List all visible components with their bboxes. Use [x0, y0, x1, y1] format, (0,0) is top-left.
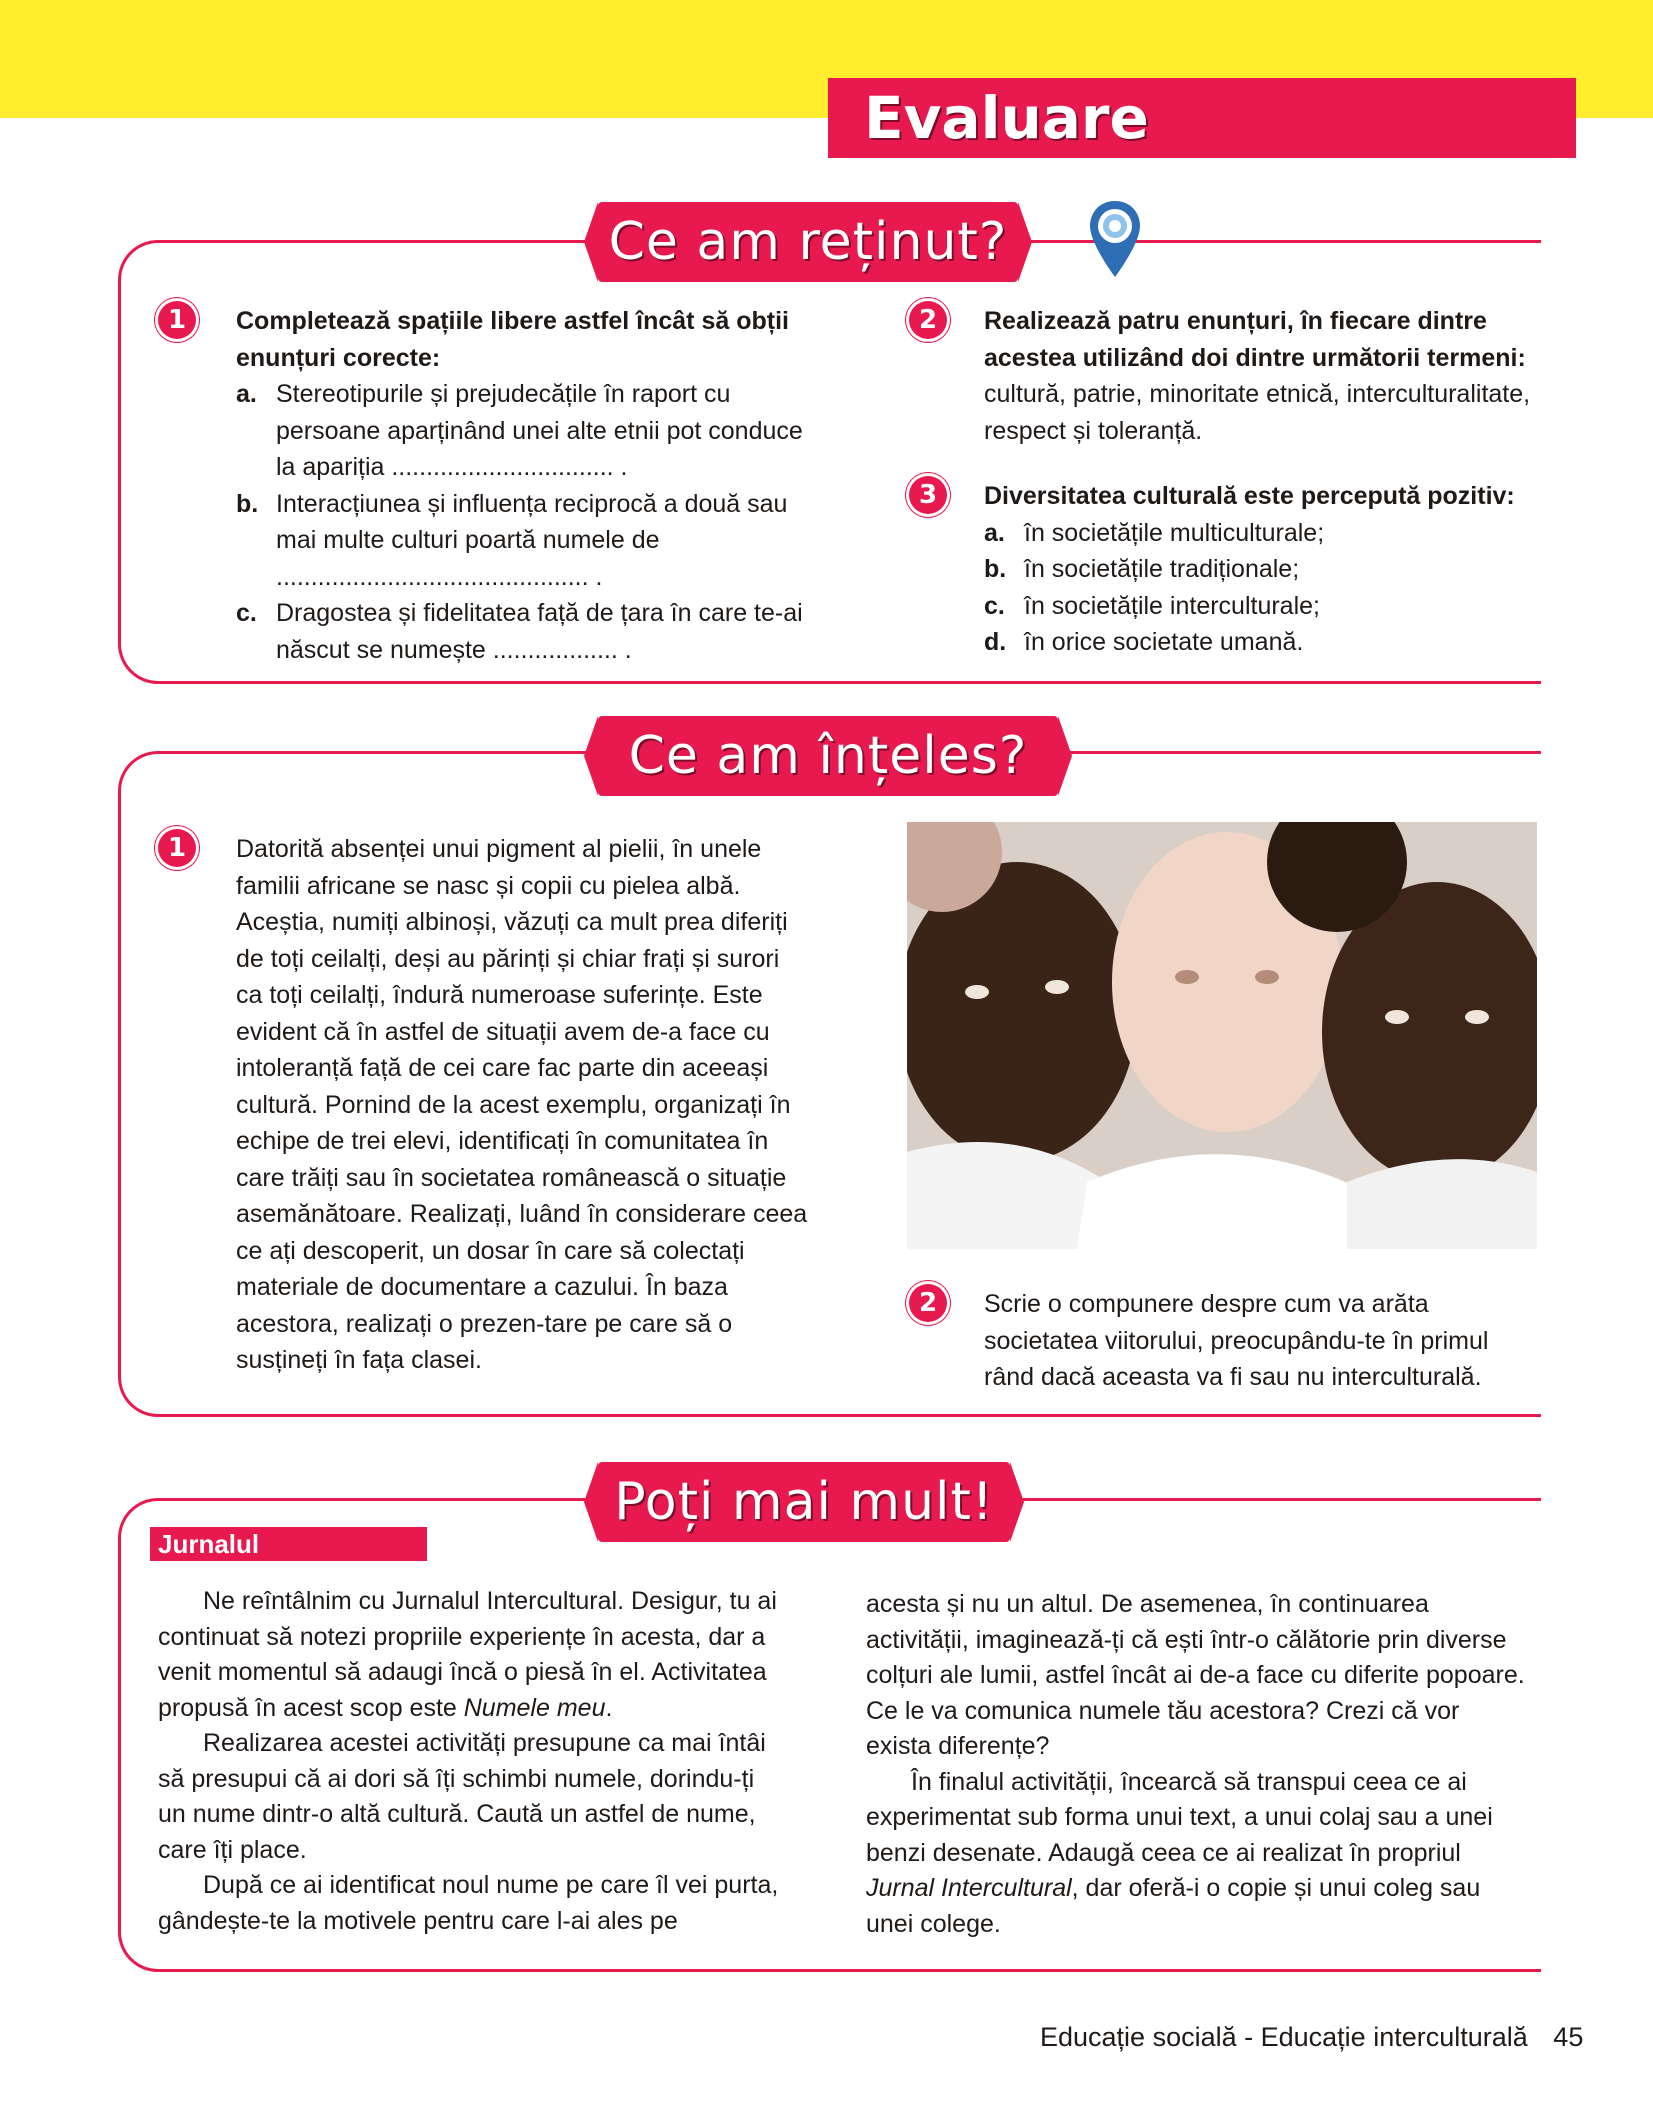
exercise-prompt: Completează spațiile libere astfel încât să obții enunțuri corecte:	[236, 307, 789, 372]
exercise-text: Scrie o compunere despre cum va arăta societatea viitorului, preocupându-te în primul rând dacă aceasta va fi sau nu interculturală.	[984, 1290, 1489, 1391]
exercise-prompt: Diversitatea culturală este percepută pozitiv:	[984, 482, 1515, 510]
exercise-text: Datorită absenței unui pigment al pielii, în unele familii africane se nasc și copii cu pielea albă. Aceștia, numiți albinoși, văzuți ca mult prea diferiți de toți ceilalți, deși au părinți și chiar frați și surori ca toți ceilalți, îndură numeroase suferințe. Este evident că în astfel de situații avem de-a face cu intoleranță față de cei care fac parte din aceeași cultură. Pornind de la acest exemplu, organizați în echipe de trei elevi, identificați în comunitatea în care trăiți sau în societatea românească o situație asemănătoare. Realizați, luând în considerare ceea ce ați descoperit, un dosar în care să colectați materiale de documentare a cazului. În baza acestora, realizați o prezen-tare pe care să o susțineți în fața clasei.	[236, 835, 808, 1374]
section-top-rule	[1020, 1498, 1538, 1501]
exercise-prompt: Realizează patru enunțuri, în fiecare dintre acestea utilizând doi dintre următorii termeni:	[984, 307, 1526, 372]
answer-item: d. în orice societate umană.	[984, 628, 1304, 656]
paragraph: Realizarea acestei activități presupune ca mai întâi să presupui că ai dori să îți schimbi numele, dorindu-ți un nume dintr-o altă cultură. Caută un astfel de nume, care îți place.	[158, 1729, 766, 1864]
section-banner-understood: Ce am înțeles?	[598, 716, 1058, 796]
paragraph: acesta și nu un altul. De asemenea, în continuarea activității, imaginează-ți că ești într-o călătorie prin diverse colțuri ale lumii, astfel încât ai de-a face cu diferite popoare. Ce le va comunica numele tău acestora? Crezi că vor exista diferențe?	[866, 1590, 1525, 1760]
exercise-number-badge: 1	[158, 301, 196, 339]
exercise-number-badge: 3	[909, 476, 947, 514]
exercise-number-badge: 2	[909, 301, 947, 339]
footer-subject: Educație socială - Educație interculturală	[1040, 2022, 1528, 2052]
exercise-terms: cultură, patrie, minoritate etnică, interculturalitate, respect și toleranță.	[984, 380, 1531, 445]
journal-badge: Jurnalul	[150, 1527, 427, 1561]
exercise-3-block	[984, 478, 1544, 661]
answer-item: c. Dragostea și fidelitatea față de țara în care te-ai născut se numește .................. .	[236, 599, 803, 664]
photo-children	[907, 822, 1537, 1249]
section-banner-retained: Ce am reținut?	[598, 202, 1018, 282]
paragraph: După ce ai identificat noul nume pe care îl vei purta, gândește-te la motivele pentru care l-ai ales pe	[158, 1871, 779, 1935]
journal-left-column	[158, 1584, 788, 1939]
section-top-rule	[1150, 240, 1538, 243]
exercise-2-block	[984, 303, 1544, 449]
paragraph: În finalul activității, încearcă să transpui ceea ce ai experimentat sub forma unui text, a unui colaj sau a unei benzi desenate. Adaugă ceea ce ai realizat în propriul Jurnal Intercultural, dar oferă-i o copie și unui coleg sau unei colege.	[866, 1767, 1493, 1938]
section-banner-more: Poți mai mult!	[598, 1462, 1010, 1542]
exercise-1-block	[236, 303, 816, 668]
answer-item: b. în societățile tradiționale;	[984, 555, 1300, 583]
children-photo-illustration	[907, 822, 1537, 1249]
answer-item: a. în societățile multiculturale;	[984, 518, 1325, 547]
exercise-number-badge: 2	[909, 1284, 947, 1322]
paragraph: Ne reîntâlnim cu Jurnalul Intercultural. Desigur, tu ai continuat să notezi propriile experiențe în acesta, dar a venit momentul să adaugi încă o piesă în el. Activitatea propusă în acest scop este Numele meu.	[158, 1587, 777, 1722]
section-top-rule	[1070, 751, 1538, 754]
page-footer	[1040, 2022, 1583, 2053]
answer-item: c. în societățile interculturale;	[984, 591, 1320, 620]
page-number: 45	[1553, 2022, 1584, 2052]
exercise-number-badge: 1	[158, 829, 196, 867]
page-title: Evaluare	[828, 78, 1576, 158]
answer-item: a. Stereotipurile și prejudecățile în raport cu persoane aparținând unei alte etnii pot conduce la apariția ................................ .	[236, 380, 803, 481]
journal-right-column	[866, 1587, 1531, 1942]
location-pin-icon	[1087, 199, 1143, 281]
answer-item: b. Interacțiunea și influența reciprocă a două sau mai multe culturi poartă numele de ............................................. .	[236, 489, 788, 591]
